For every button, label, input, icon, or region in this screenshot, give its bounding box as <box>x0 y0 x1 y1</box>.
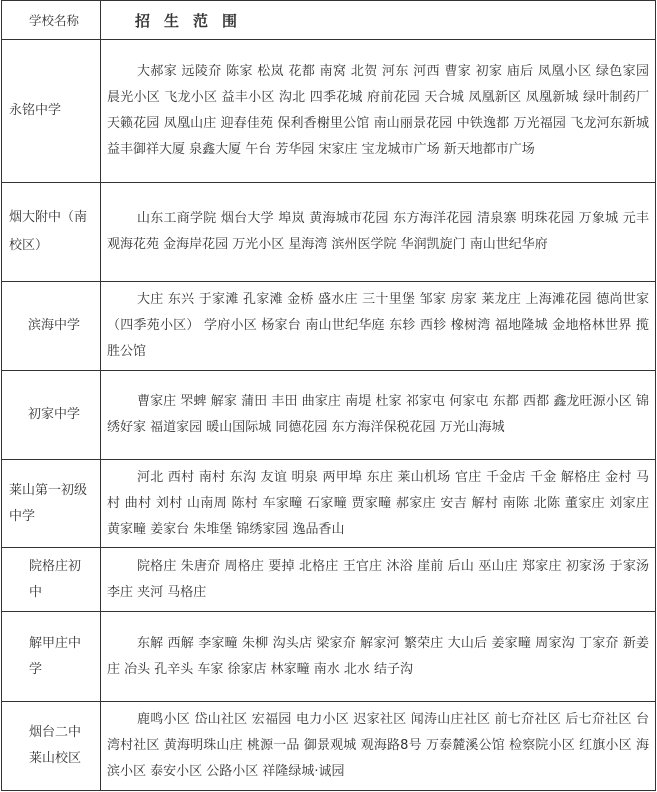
school-name-cell: 初家中学 <box>2 371 101 460</box>
table-row <box>2 282 656 371</box>
enrollment-area-cell: 东解 西解 李家疃 朱柳 沟头店 梁家夼 解家河 繁荣庄 大山后 姜家疃 周家沟 丁家夼 新姜庄 冶头 孔辛头 车家 徐家店 林家疃 南水 北水 结子沟 <box>101 612 656 702</box>
table-row <box>2 460 656 548</box>
enrollment-area-cell: 曹家庄 罘蜱 解家 蒲田 丰田 曲家庄 南堤 杜家 祁家屯 何家屯 东都 西都 鑫龙旺源小区 锦绣好家 福道家园 暖山国际城 同德花园 东方海洋保税花园 万光山海城 <box>101 371 656 460</box>
school-name-cell: 莱山第一初级中学 <box>2 460 101 548</box>
school-name-cell: 烟大附中（南校区） <box>2 183 101 282</box>
enrollment-area-cell: 院格庄 朱唐夼 周格庄 要掉 北格庄 王官庄 沐浴 崖前 后山 巫山庄 郑家庄 初家汤 于家汤 李庄 夹河 马格庄 <box>101 548 656 612</box>
enrollment-area-cell: 鹿鸣小区 岱山社区 宏福园 电力小区 迟家社区 闻涛山庄社区 前七夼社区 后七夼社区 台湾村社区 黄海明珠山庄 桃源一品 御景观城 观海路8号 万泰麓溪公馆 检察院小区 红旗小区 海滨小区 泰安小区 公路小区 祥隆绿城·诚园 <box>101 702 656 791</box>
enrollment-area-cell: 河北 西村 南村 东沟 友谊 明泉 两甲埠 东庄 莱山机场 官庄 千金店 千金 解格庄 金村 马村 曲村 刘村 山南周 陈村 车家疃 石家疃 贾家疃 郝家庄 安吉 解村 南陈 北陈 董家庄 刘家庄 黄家疃 姜家台 朱堆堡 锦绣家园 逸品香山 <box>101 460 656 548</box>
table-row <box>2 183 656 282</box>
header-enrollment-area: 招生范围 <box>101 1 656 40</box>
school-name-cell: 永铭中学 <box>2 40 101 183</box>
table-row <box>2 371 656 460</box>
table-row <box>2 612 656 702</box>
enrollment-area-cell: 大庄 东兴 于家滩 孔家滩 金桥 盛水庄 三十里堡 邹家 房家 莱龙庄 上海滩花园 德尚世家（四季苑小区） 学府小区 杨家台 南山世纪华庭 东轸 西轸 橡树湾 福地隆城 金地格林世界 揽胜公馆 <box>101 282 656 371</box>
table-row <box>2 702 656 791</box>
enrollment-area-cell: 大郝家 远陵夼 陈家 松岚 花都 南窝 北贺 河东 河西 曹家 初家 庙后 凤凰小区 绿色家园 晨光小区 飞龙小区 益丰小区 沟北 四季花城 府前花园 天合城 凤凰新区 凤凰新城 绿叶制药厂 天籁花园 凤凰山庄 迎春佳苑 保利香榭里公馆 南山丽景花园 中铁逸都 万光福园 飞龙河东新城 益丰御祥大厦 泉鑫大厦 午台 芳华园 宋家庄 宝龙城市广场 新天地都市广场 <box>101 40 656 183</box>
table-row <box>2 40 656 183</box>
enrollment-area-cell: 山东工商学院 烟台大学 埠岚 黄海城市花园 东方海洋花园 清泉寨 明珠花园 万象城 元丰观海花苑 金海岸花园 万光小区 星海湾 滨州医学院 华润凯旋门 南山世纪华府 <box>101 183 656 282</box>
table-header-row <box>2 1 656 40</box>
school-name-cell: 滨海中学 <box>2 282 101 371</box>
header-school-name: 学校名称 <box>2 1 101 40</box>
table-row <box>2 548 656 612</box>
school-name-cell: 院格庄初中 <box>2 548 101 612</box>
school-name-cell: 解甲庄中学 <box>2 612 101 702</box>
enrollment-table <box>1 0 656 791</box>
school-name-cell: 烟台二中莱山校区 <box>2 702 101 791</box>
